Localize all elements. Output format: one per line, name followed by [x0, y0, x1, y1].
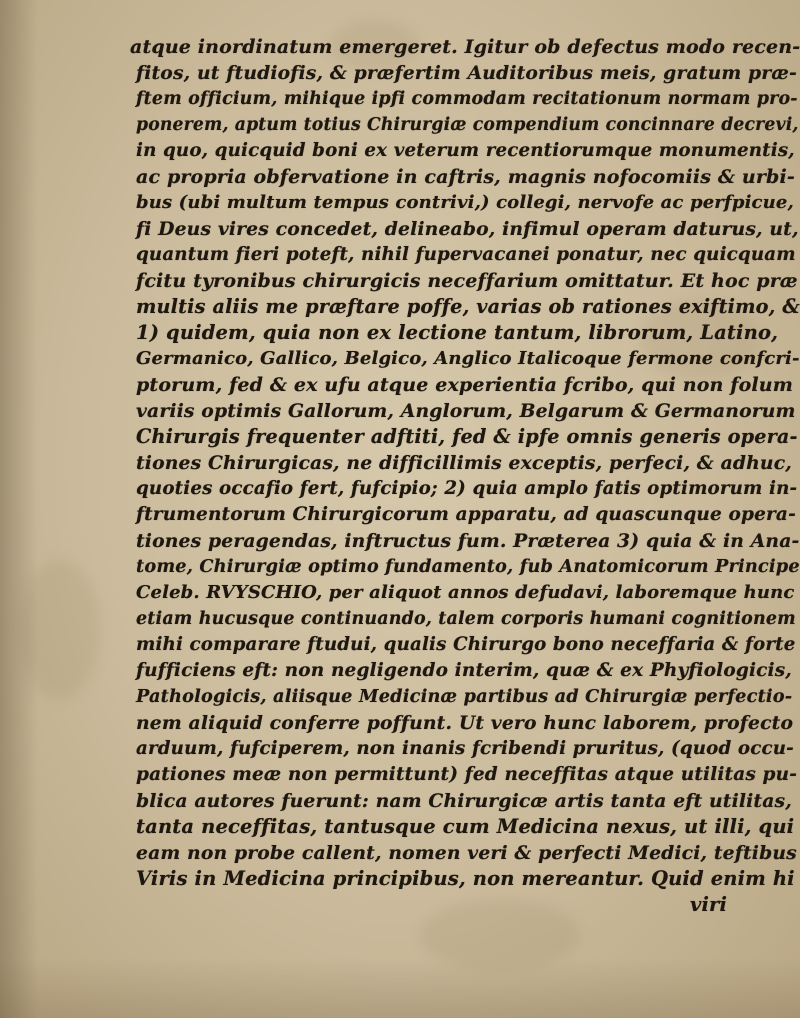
text-line: ftrumentorum Chirurgicorum apparatu, ad quascunque opera-: [136, 504, 796, 525]
text-line: nem aliquid conferre poffunt. Ut vero hunc laborem, profecto: [136, 712, 794, 734]
text-line: ftem officium, mihique ipfi commodam recitationum normam pro-: [136, 89, 798, 109]
text-line: multis aliis me præftare poffe, varias ob rationes exiftimo, &: [136, 295, 800, 318]
text-line: bus (ubi multum tempus contrivi,) collegi, nervofe ac perfpicue,: [136, 192, 794, 213]
text-line: mihi comparare ftudui, qualis Chirurgo bono neceffaria & forte: [136, 634, 796, 655]
text-line: blica autores fuerunt: nam Chirurgicæ artis tanta eft utilitas,: [136, 790, 792, 812]
text-line: tome, Chirurgiæ optimo fundamento, fub Anatomicorum Principe: [136, 556, 800, 577]
text-line: Pathologicis, aliisque Medicinæ partibus ad Chirurgiæ perfectio-: [136, 686, 793, 707]
text-line: ptorum, fed & ex ufu atque experientia fcribo, qui non folum: [136, 374, 793, 396]
page-bottom-shadow: [0, 958, 800, 1018]
catchword: viri: [690, 893, 728, 916]
text-line: 1) quidem, quia non ex lectione tantum, librorum, Latino,: [136, 321, 779, 344]
text-line: Chirurgis frequenter adftiti, fed & ipfe omnis generis opera-: [136, 425, 798, 448]
text-line: Viris in Medicina principibus, non mereantur. Quid enim hi: [136, 867, 795, 890]
text-line: eam non probe callent, nomen veri & perfecti Medici, teftibus: [136, 842, 797, 864]
text-line: fufficiens eft: non negligendo interim, quæ & ex Phyfiologicis,: [136, 660, 792, 681]
text-line: Germanico, Gallico, Belgico, Anglico Italicoque fermone confcri-: [136, 348, 800, 369]
text-line: quantum fieri poteft, nihil fupervacanei ponatur, nec quicquam: [136, 244, 796, 265]
text-line: variis optimis Gallorum, Anglorum, Belgarum & Germanorum: [136, 400, 796, 422]
text-line: in quo, quicquid boni ex veterum recentiorumque monumentis,: [136, 140, 795, 161]
text-line: tiones peragendas, inftructus fum. Præterea 3) quia & in Ana-: [136, 530, 800, 552]
text-line: ac propria obfervatione in caftris, magnis nofocomiis & urbi-: [136, 166, 795, 188]
text-line: ponerem, aptum totius Chirurgiæ compendium concinnare decrevi,: [136, 115, 799, 135]
text-line: Celeb. RVYSCHIO, per aliquot annos defudavi, laboremque hunc: [136, 582, 795, 603]
text-line: quoties occafio fert, fufcipio; 2) quia amplo fatis optimorum in-: [136, 478, 798, 499]
text-line: tiones Chirurgicas, ne difficillimis exceptis, perfeci, & adhuc,: [136, 452, 792, 474]
text-line: atque inordinatum emergeret. Igitur ob defectus modo recen-: [130, 36, 800, 58]
text-line: tanta neceffitas, tantusque cum Medicina nexus, ut illi, qui: [136, 815, 795, 838]
text-line: fi Deus vires concedet, delineabo, infimul operam daturus, ut,: [136, 218, 799, 240]
text-line: fcitu tyronibus chirurgicis neceffarium omittatur. Et hoc præ: [136, 270, 798, 292]
page-edge-shadow: [0, 0, 38, 1018]
text-line: arduum, fufciperem, non inanis fcribendi pruritus, (quod occu-: [136, 738, 794, 759]
text-line: fitos, ut ftudiofis, & præfertim Auditoribus meis, gratum præ-: [136, 62, 797, 84]
text-line: pationes meæ non permittunt) fed neceffitas atque utilitas pu-: [136, 764, 798, 785]
text-line: etiam hucusque continuando, talem corporis humani cognitionem: [136, 609, 796, 629]
